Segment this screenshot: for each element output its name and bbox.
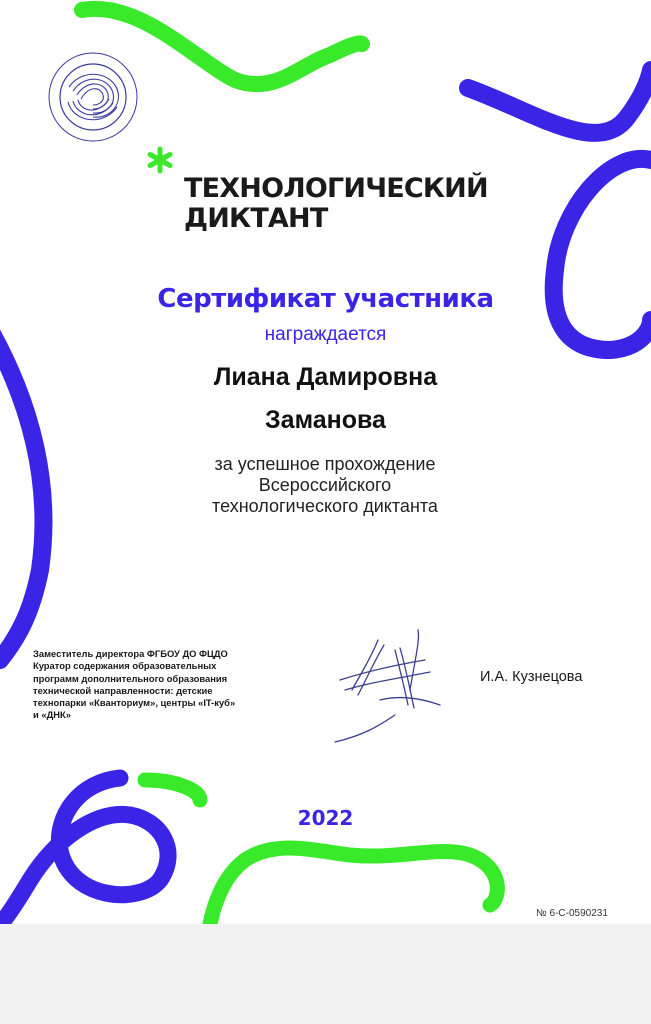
position-line: Заместитель директора ФГБОУ ДО ФЦДО xyxy=(33,648,228,659)
reason-line: Всероссийского xyxy=(258,475,392,495)
green-ribbon-top xyxy=(82,9,362,84)
reason-line: технологического диктанта xyxy=(212,496,438,516)
position-line: и «ДНК» xyxy=(33,709,71,721)
brand-line-2: ДИКТАНТ xyxy=(184,203,328,234)
position-line: технической направленности: детские xyxy=(33,684,213,696)
position-line: технопарки «Кванториум», центры «IT-куб» xyxy=(33,697,236,709)
signer-name: И.А. Кузнецова xyxy=(480,669,583,685)
blue-ribbon-bottom xyxy=(0,778,168,924)
brand-title xyxy=(184,174,488,234)
reason-line: за успешное прохождение xyxy=(214,454,436,474)
blue-ribbon-right xyxy=(468,70,651,133)
position-line: программ дополнительного образования xyxy=(33,672,228,684)
organization-logo xyxy=(49,53,137,141)
award-reason xyxy=(110,454,540,517)
handwritten-signature xyxy=(335,630,440,742)
certificate-number: № 6-С-0590231 xyxy=(536,908,608,919)
recipient-name-line-1: Лиана Дамировна xyxy=(213,363,438,391)
asterisk-icon xyxy=(150,149,170,171)
signer-position xyxy=(33,648,323,722)
certificate-year: 2022 xyxy=(297,806,354,830)
green-ribbon-bottom-right xyxy=(210,848,497,924)
position-line: Куратор содержания образовательных xyxy=(33,660,217,672)
green-ribbon-bottom-left xyxy=(145,780,200,800)
brand-line-1: ТЕХНОЛОГИЧЕСКИЙ xyxy=(184,173,488,204)
recipient-name-line-2: Заманова xyxy=(265,406,386,434)
blue-ribbon-right-lower xyxy=(554,159,651,350)
awarded-label: награждается xyxy=(264,324,387,345)
certificate-title: Сертификат участника xyxy=(157,284,494,314)
